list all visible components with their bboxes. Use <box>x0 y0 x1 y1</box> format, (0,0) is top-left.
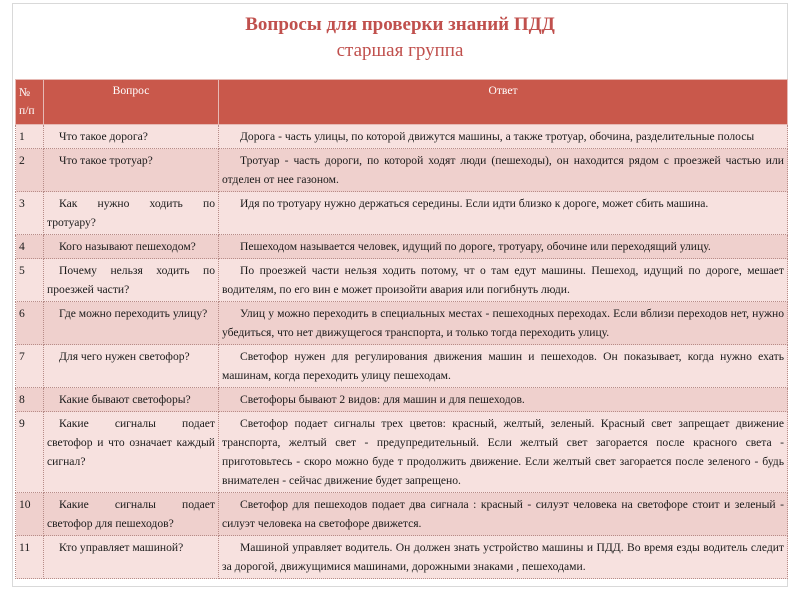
row-number: 2 <box>16 149 44 192</box>
row-answer: Светофор для пешеходов подает два сигнала : красный - силуэт человека на светофоре стоит и зеленый - силуэт человека на светофоре движется. <box>219 493 788 536</box>
row-question: Какие сигналы подает светофор и что означает каждый сигнал? <box>44 412 219 493</box>
row-question: Что такое дорога? <box>44 125 219 149</box>
page-title: Вопросы для проверки знаний ПДД <box>245 14 555 35</box>
row-answer: Идя по тротуару нужно держаться середины. Если идти близко к дороге, может сбить машина. <box>219 192 788 235</box>
header-answer: Ответ <box>219 80 788 125</box>
row-question: Где можно переходить улицу? <box>44 302 219 345</box>
row-number: 11 <box>16 536 44 579</box>
row-question: Какие бывают светофоры? <box>44 388 219 412</box>
row-answer: Тротуар - часть дороги, по которой ходят люди (пешеходы), он находится рядом с проезжей частью или отделен от нее газоном. <box>219 149 788 192</box>
row-number: 4 <box>16 235 44 259</box>
table-row <box>16 412 788 493</box>
table-row <box>16 235 788 259</box>
row-answer: Пешеходом называется человек, идущий по дороге, тротуару, обочине или переходящий улицу. <box>219 235 788 259</box>
table-row <box>16 302 788 345</box>
table-row <box>16 125 788 149</box>
row-question: Почему нельзя ходить по проезжей части? <box>44 259 219 302</box>
slide <box>12 3 788 587</box>
row-number: 10 <box>16 493 44 536</box>
row-question: Для чего нужен светофор? <box>44 345 219 388</box>
row-number: 3 <box>16 192 44 235</box>
page-subtitle: старшая группа <box>336 40 464 61</box>
row-number: 7 <box>16 345 44 388</box>
header-num: № п/п <box>16 80 44 125</box>
row-number: 9 <box>16 412 44 493</box>
row-answer: Дорога - часть улицы, по которой движутся машины, а также тротуар, обочина, разделительные полосы <box>219 125 788 149</box>
row-question: Как нужно ходить по тротуару? <box>44 192 219 235</box>
row-question: Что такое тротуар? <box>44 149 219 192</box>
row-number: 1 <box>16 125 44 149</box>
row-answer: Светофор подает сигналы трех цветов: красный, желтый, зеленый. Красный свет запрещает движение транспорта, желтый свет - предупредительный. Если желтый свет загорается после красного света - приготовьтесь - скоро можно буде т продолжить движение. Если желтый свет загорается после зеленого - будь внимателен - сейчас движение будет запрещено. <box>219 412 788 493</box>
table-row <box>16 259 788 302</box>
row-number: 8 <box>16 388 44 412</box>
table-row <box>16 536 788 579</box>
row-answer: Светофор нужен для регулирования движения машин и пешеходов. Он показывает, когда нужно ехать машинам, когда переходить улицу пешеходам. <box>219 345 788 388</box>
row-question: Кого называют пешеходом? <box>44 235 219 259</box>
table-row <box>16 388 788 412</box>
row-number: 5 <box>16 259 44 302</box>
row-question: Какие сигналы подает светофор для пешеходов? <box>44 493 219 536</box>
header-question: Вопрос <box>44 80 219 125</box>
row-number: 6 <box>16 302 44 345</box>
row-answer: Светофоры бывают 2 видов: для машин и для пешеходов. <box>219 388 788 412</box>
table-row <box>16 345 788 388</box>
questions-table <box>15 79 788 579</box>
table-row <box>16 493 788 536</box>
table-row <box>16 149 788 192</box>
table-header-row <box>16 80 788 125</box>
row-question: Кто управляет машиной? <box>44 536 219 579</box>
table-row <box>16 192 788 235</box>
row-answer: По проезжей части нельзя ходить потому, чт о там едут машины. Пешеход, идущий по дороге, мешает водителям, по его вин е может произойти авария или погибнуть люди. <box>219 259 788 302</box>
row-answer: Улиц у можно переходить в специальных местах - пешеходных переходах. Если вблизи переходов нет, нужно убедиться, что нет движущегося транспорта, и только тогда переходить улицу. <box>219 302 788 345</box>
row-answer: Машиной управляет водитель. Он должен знать устройство машины и ПДД. Во время езды водитель следит за дорогой, движущимися машинами, дорожными знаками , пешеходами. <box>219 536 788 579</box>
